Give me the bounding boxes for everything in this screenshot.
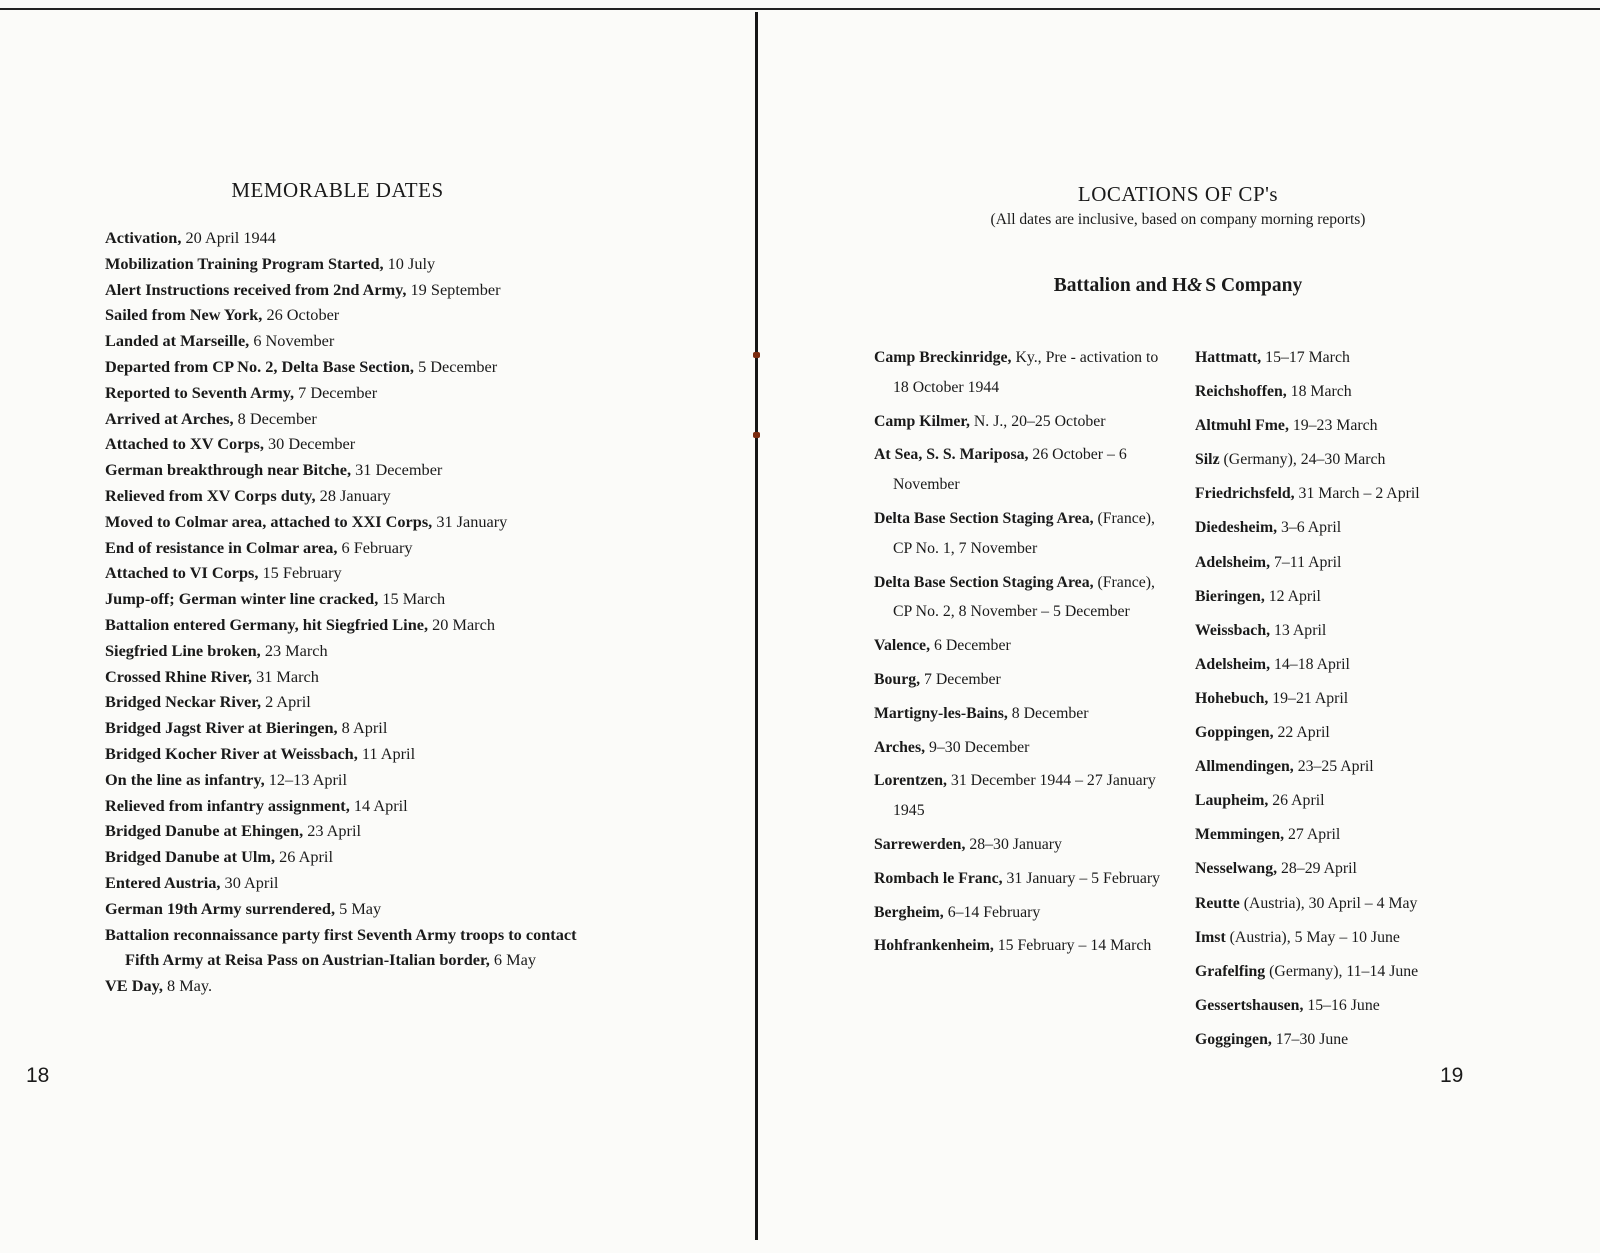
date-entry-heading: Crossed Rhine River, bbox=[105, 666, 252, 686]
location-entry-detail: (France), CP No. 1, 7 November bbox=[893, 509, 1155, 557]
location-entry-detail: 7–11 April bbox=[1270, 553, 1342, 571]
location-entry bbox=[1195, 684, 1485, 714]
location-entry-heading: Gessertshausen, bbox=[1195, 996, 1304, 1014]
location-entry bbox=[874, 766, 1174, 826]
date-entry-heading: On the line as infantry, bbox=[105, 769, 265, 789]
location-entry-heading: Laupheim, bbox=[1195, 792, 1269, 810]
date-entry-detail: 23 April bbox=[303, 821, 362, 841]
location-entry bbox=[1195, 445, 1485, 475]
date-entry-heading: Siegfried Line broken, bbox=[105, 640, 261, 660]
location-entry bbox=[1195, 582, 1485, 612]
section-heading-part: S Company bbox=[1205, 275, 1303, 296]
location-entry-detail: 8 December bbox=[1007, 704, 1089, 722]
location-entry-heading: Goggingen, bbox=[1195, 1030, 1272, 1048]
location-entry-detail: 31 March – 2 April bbox=[1294, 485, 1420, 503]
location-entry-detail: 31 January – 5 February bbox=[1002, 869, 1161, 887]
location-entry-detail: 14–18 April bbox=[1270, 655, 1350, 673]
date-entry bbox=[105, 767, 585, 793]
date-entry bbox=[105, 664, 585, 690]
location-entry-detail: (Germany), 11–14 June bbox=[1265, 962, 1419, 980]
location-entry-heading: Goppingen, bbox=[1195, 724, 1274, 742]
page-title: MEMORABLE DATES bbox=[231, 178, 444, 202]
location-entry-heading: Adelsheim, bbox=[1195, 553, 1271, 571]
section-heading-part: Battalion and H bbox=[1053, 275, 1188, 296]
date-entry-detail: 31 January bbox=[432, 511, 508, 531]
location-entry-detail: 12 April bbox=[1264, 587, 1321, 605]
location-entry-heading: Valence, bbox=[874, 637, 931, 655]
date-entry bbox=[105, 793, 585, 819]
location-entry bbox=[1195, 752, 1485, 782]
location-entry-heading: Rombach le Franc, bbox=[874, 869, 1003, 887]
date-entry-detail: 8 May. bbox=[162, 976, 213, 996]
location-entry bbox=[1195, 820, 1485, 850]
location-entry-detail: 15 February – 14 March bbox=[993, 937, 1152, 955]
location-entry-heading: Weissbach, bbox=[1195, 621, 1271, 639]
date-entry bbox=[105, 560, 585, 586]
date-entry-heading: Sailed from New York, bbox=[105, 305, 263, 325]
location-entry-heading: Altmuhl Fme, bbox=[1195, 417, 1289, 435]
location-entry bbox=[1195, 513, 1485, 543]
location-entry-heading: Lorentzen, bbox=[874, 772, 947, 790]
date-entry bbox=[105, 973, 585, 999]
date-entry bbox=[105, 457, 585, 483]
date-entry bbox=[105, 277, 585, 303]
date-entry bbox=[105, 406, 585, 432]
date-entry-detail: 6 November bbox=[249, 331, 335, 351]
location-entry-detail: 6–14 February bbox=[943, 903, 1041, 921]
location-entry-detail: 27 April bbox=[1284, 826, 1341, 844]
location-entry bbox=[1195, 923, 1485, 953]
date-entry-heading: Jump-off; German winter line cracked, bbox=[105, 589, 379, 609]
date-entry-heading: Alert Instructions received from 2nd Army, bbox=[105, 279, 407, 299]
location-entry-heading: Memmingen, bbox=[1195, 826, 1285, 844]
date-entry-heading: Activation, bbox=[105, 228, 182, 247]
date-entry-detail: 20 April 1944 bbox=[181, 228, 276, 247]
location-entry bbox=[874, 504, 1174, 564]
location-entry bbox=[874, 699, 1174, 729]
date-entry bbox=[105, 483, 585, 509]
location-entry-heading: Hohebuch, bbox=[1195, 689, 1269, 707]
date-entry-heading: Bridged Jagst River at Bieringen, bbox=[105, 718, 338, 738]
location-entry-detail: 26 April bbox=[1268, 792, 1325, 810]
date-entry bbox=[105, 638, 585, 664]
date-entry bbox=[105, 741, 585, 767]
section-heading bbox=[758, 274, 1598, 297]
date-entry-detail: 6 February bbox=[337, 537, 413, 557]
location-entry-detail: (France), CP No. 2, 8 November – 5 December bbox=[893, 573, 1155, 621]
location-entry-heading: Delta Base Section Staging Area, bbox=[874, 573, 1094, 591]
location-entry bbox=[1195, 377, 1485, 407]
date-entry bbox=[105, 251, 585, 277]
date-entry-detail: 8 April bbox=[337, 718, 388, 738]
locations-column-2 bbox=[1195, 343, 1485, 1059]
page-number: 19 bbox=[1440, 1064, 1464, 1087]
location-entry bbox=[874, 898, 1174, 928]
date-entry-heading: Arrived at Arches, bbox=[105, 408, 234, 428]
date-entry-detail: 19 September bbox=[406, 279, 501, 299]
date-entry-heading: Attached to XV Corps, bbox=[105, 434, 264, 454]
date-entry-detail: 26 October bbox=[262, 305, 340, 325]
location-entry bbox=[1195, 957, 1485, 987]
date-entry-heading: Relieved from XV Corps duty, bbox=[105, 485, 316, 505]
date-entry-detail: 26 April bbox=[275, 847, 333, 867]
location-entry-heading: Adelsheim, bbox=[1195, 655, 1271, 673]
date-entry-heading: End of resistance in Colmar area, bbox=[105, 537, 338, 557]
location-entry-detail: 31 December 1944 – 27 January 1945 bbox=[893, 772, 1156, 820]
location-entry-detail: 3–6 April bbox=[1277, 519, 1342, 537]
date-entry-heading: Bridged Neckar River, bbox=[105, 692, 262, 712]
location-entry-detail: Ky., Pre - activation to 18 October 1944 bbox=[893, 349, 1159, 396]
date-entry-detail: 30 April bbox=[220, 872, 279, 892]
date-entry-heading: Entered Austria, bbox=[105, 872, 221, 892]
location-entry bbox=[874, 864, 1174, 894]
location-entry-detail: 19–23 March bbox=[1288, 417, 1378, 435]
location-entry-heading: Bergheim, bbox=[874, 903, 944, 921]
location-entry-heading: Diedesheim, bbox=[1195, 519, 1278, 537]
location-entry bbox=[874, 665, 1174, 695]
location-entry-detail: (Germany), 24–30 March bbox=[1219, 451, 1386, 469]
location-entry-heading: Nesselwang, bbox=[1195, 860, 1278, 878]
location-entry-heading: Reichshoffen, bbox=[1195, 383, 1287, 401]
date-entry-detail: 30 December bbox=[263, 434, 356, 454]
date-entry-heading: Attached to VI Corps, bbox=[105, 563, 259, 583]
location-entry bbox=[1195, 343, 1485, 373]
location-entry bbox=[874, 568, 1174, 628]
location-entry-heading: Silz bbox=[1195, 451, 1220, 469]
location-entry-detail: 13 April bbox=[1270, 621, 1327, 639]
date-entry bbox=[105, 535, 585, 561]
location-entry bbox=[874, 440, 1174, 500]
date-entry bbox=[105, 612, 585, 638]
location-entry-heading: Camp Kilmer, bbox=[874, 412, 970, 430]
date-entry-detail: 2 April bbox=[261, 692, 311, 712]
location-entry-heading: Bieringen, bbox=[1195, 587, 1265, 605]
date-entry bbox=[105, 586, 585, 612]
left-page bbox=[0, 0, 755, 1253]
date-entry bbox=[105, 431, 585, 457]
section-heading-ampersand: & bbox=[1187, 275, 1203, 296]
date-entry-detail: 6 May bbox=[489, 950, 536, 970]
date-entry-heading: VE Day, bbox=[105, 976, 163, 996]
date-entry bbox=[105, 818, 585, 844]
date-entry bbox=[105, 689, 585, 715]
location-entry-heading: At Sea, S. S. Mariposa, bbox=[874, 446, 1029, 464]
date-entry-detail: 5 December bbox=[414, 356, 498, 376]
date-entry-detail: 14 April bbox=[349, 795, 408, 815]
location-entry bbox=[1195, 479, 1485, 509]
date-entry-detail: 11 April bbox=[357, 743, 416, 763]
page-number: 18 bbox=[26, 1064, 50, 1087]
locations-column-1 bbox=[874, 343, 1174, 965]
location-entry-heading: Camp Breckinridge, bbox=[874, 349, 1012, 366]
location-entry-detail: 7 December bbox=[920, 670, 1001, 688]
location-entry-detail: 23–25 April bbox=[1293, 758, 1374, 776]
location-entry-detail: N. J., 20–25 October bbox=[969, 412, 1106, 430]
date-entry-heading: Departed from CP No. 2, Delta Base Section, bbox=[105, 356, 414, 376]
date-entry-heading: Battalion reconnaissance party first Seventh Army troops to contact Fifth Army at Reisa Pass on Austrian-Italian border, bbox=[105, 924, 577, 970]
date-entry-detail: 8 December bbox=[233, 408, 317, 428]
date-entry-detail: 31 March bbox=[252, 666, 319, 686]
location-entry-heading: Sarrewerden, bbox=[874, 835, 966, 853]
date-entry-heading: Moved to Colmar area, attached to XXI Corps, bbox=[105, 511, 433, 531]
location-entry bbox=[1195, 854, 1485, 884]
date-entry bbox=[105, 922, 585, 974]
date-entry-heading: Landed at Marseille, bbox=[105, 331, 250, 351]
date-entry-heading: German breakthrough near Bitche, bbox=[105, 460, 352, 480]
location-entry-detail: 17–30 June bbox=[1271, 1030, 1349, 1048]
date-entry-detail: 31 December bbox=[351, 460, 443, 480]
location-entry-detail: 15–16 June bbox=[1303, 996, 1380, 1014]
date-entry-detail: 5 May bbox=[335, 898, 382, 918]
date-entry bbox=[105, 302, 585, 328]
page-subtitle: (All dates are inclusive, based on company morning reports) bbox=[990, 211, 1366, 228]
location-entry bbox=[1195, 889, 1485, 919]
date-entry bbox=[105, 509, 585, 535]
location-entry bbox=[1195, 616, 1485, 646]
location-entry-heading: Delta Base Section Staging Area, bbox=[874, 509, 1094, 527]
location-entry bbox=[1195, 718, 1485, 748]
date-entry-detail: 12–13 April bbox=[264, 769, 347, 789]
location-entry bbox=[874, 631, 1174, 661]
location-entry-heading: Grafelfing bbox=[1195, 962, 1266, 980]
location-entry-detail: (Austria), 5 May – 10 June bbox=[1225, 928, 1400, 946]
date-entry bbox=[105, 870, 585, 896]
location-entry-detail: 19–21 April bbox=[1268, 689, 1349, 707]
location-entry-detail: 28–29 April bbox=[1277, 860, 1357, 878]
location-entry bbox=[1195, 786, 1485, 816]
date-entry-heading: Bridged Kocher River at Weissbach, bbox=[105, 743, 358, 763]
location-entry bbox=[874, 931, 1174, 961]
location-entry-heading: Martigny-les-Bains, bbox=[874, 704, 1008, 722]
location-entry-detail: 15–17 March bbox=[1261, 349, 1350, 366]
date-entry bbox=[105, 225, 585, 251]
location-entry-detail: 6 December bbox=[930, 637, 1011, 655]
location-entry-heading: Hohfrankenheim, bbox=[874, 937, 994, 955]
location-entry-detail: 18 March bbox=[1286, 383, 1352, 401]
location-entry-detail: 28–30 January bbox=[965, 835, 1062, 853]
location-entry-heading: Bourg, bbox=[874, 670, 921, 688]
date-entry-heading: Battalion entered Germany, hit Siegfried Line, bbox=[105, 614, 429, 634]
date-entry bbox=[105, 844, 585, 870]
date-entry-detail: 7 December bbox=[294, 382, 378, 402]
location-entry-heading: Friedrichsfeld, bbox=[1195, 485, 1295, 503]
location-entry bbox=[1195, 1025, 1485, 1055]
date-entry bbox=[105, 380, 585, 406]
date-entry-detail: 15 March bbox=[378, 589, 446, 609]
date-entry-heading: German 19th Army surrendered, bbox=[105, 898, 336, 918]
date-entry bbox=[105, 715, 585, 741]
location-entry bbox=[1195, 548, 1485, 578]
date-entry-detail: 10 July bbox=[383, 253, 436, 273]
location-entry-heading: Reutte bbox=[1195, 894, 1240, 912]
date-entry-detail: 23 March bbox=[260, 640, 328, 660]
location-entry-heading: Allmendingen, bbox=[1195, 758, 1294, 776]
date-entry-detail: 15 February bbox=[258, 563, 342, 583]
location-entry bbox=[874, 407, 1174, 437]
date-entry-heading: Bridged Danube at Ulm, bbox=[105, 847, 276, 867]
date-entry-heading: Bridged Danube at Ehingen, bbox=[105, 821, 304, 841]
right-page bbox=[758, 0, 1600, 1253]
date-entry-heading: Mobilization Training Program Started, bbox=[105, 253, 384, 273]
page-title: LOCATIONS OF CP's bbox=[1077, 182, 1279, 206]
date-entry-heading: Reported to Seventh Army, bbox=[105, 382, 295, 402]
date-entry bbox=[105, 328, 585, 354]
location-entry-heading: Imst bbox=[1195, 928, 1226, 946]
date-entry bbox=[105, 354, 585, 380]
location-entry bbox=[1195, 650, 1485, 680]
location-entry-detail: 9–30 December bbox=[925, 738, 1030, 756]
location-entry bbox=[874, 343, 1174, 403]
location-entry bbox=[1195, 991, 1485, 1021]
date-entry-heading: Relieved from infantry assignment, bbox=[105, 795, 350, 815]
location-entry-heading: Hattmatt, bbox=[1195, 349, 1262, 366]
location-entry-detail: 22 April bbox=[1273, 724, 1330, 742]
location-entry-heading: Arches, bbox=[874, 738, 926, 756]
location-entry bbox=[874, 830, 1174, 860]
memorable-dates-list bbox=[105, 225, 585, 999]
location-entry-detail: 26 October – 6 November bbox=[893, 446, 1127, 494]
location-entry bbox=[1195, 411, 1485, 441]
date-entry bbox=[105, 896, 585, 922]
location-entry bbox=[874, 733, 1174, 763]
date-entry-detail: 28 January bbox=[315, 485, 391, 505]
date-entry-detail: 20 March bbox=[428, 614, 495, 634]
location-entry-detail: (Austria), 30 April – 4 May bbox=[1239, 894, 1418, 912]
